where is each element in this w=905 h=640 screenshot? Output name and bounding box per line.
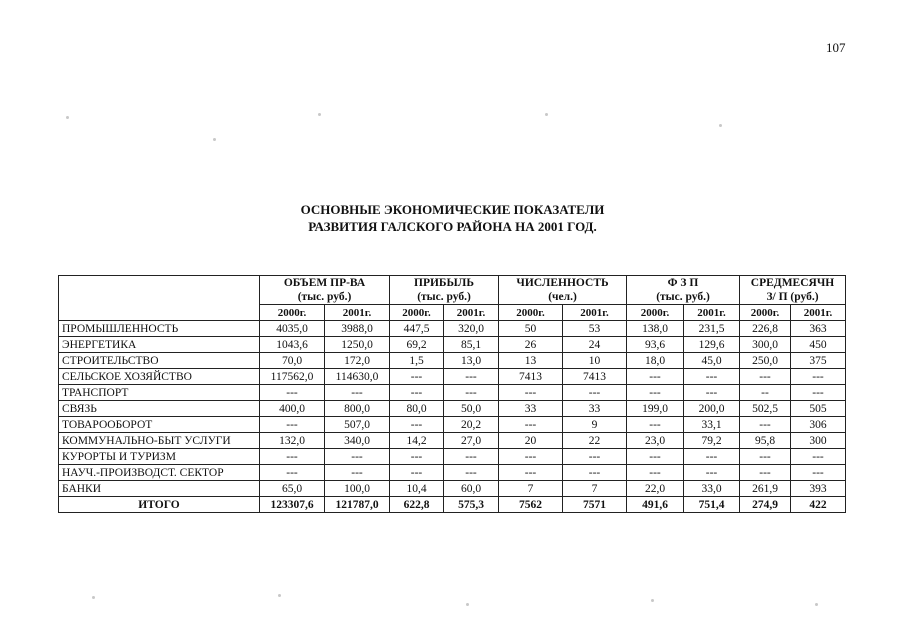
- scan-speck: [815, 603, 818, 606]
- value-cell: 575,3: [444, 497, 499, 513]
- year-header: 2000г.: [627, 305, 684, 321]
- table-row: [59, 321, 846, 337]
- table-row: [59, 369, 846, 385]
- value-cell: 69,2: [390, 337, 444, 353]
- value-cell: 50,0: [444, 401, 499, 417]
- value-cell: 138,0: [627, 321, 684, 337]
- value-cell: 9: [563, 417, 627, 433]
- table-row: [59, 401, 846, 417]
- value-cell: ---: [684, 449, 740, 465]
- value-cell: ---: [684, 385, 740, 401]
- value-cell: ---: [740, 417, 791, 433]
- value-cell: ---: [791, 385, 846, 401]
- value-cell: 95,8: [740, 433, 791, 449]
- row-label: СТРОИТЕЛЬСТВО: [59, 353, 260, 369]
- value-cell: 22: [563, 433, 627, 449]
- row-label: НАУЧ.-ПРОИЗВОДСТ. СЕКТОР: [59, 465, 260, 481]
- value-cell: ---: [260, 385, 325, 401]
- year-header: 2001г.: [684, 305, 740, 321]
- value-cell: ---: [260, 465, 325, 481]
- value-cell: ---: [390, 369, 444, 385]
- value-cell: 45,0: [684, 353, 740, 369]
- value-cell: 800,0: [325, 401, 390, 417]
- value-cell: 13,0: [444, 353, 499, 369]
- indicators-table: [58, 275, 846, 513]
- year-header: 2001г.: [325, 305, 390, 321]
- value-cell: ---: [444, 449, 499, 465]
- scan-speck: [651, 599, 654, 602]
- value-cell: ---: [563, 449, 627, 465]
- value-cell: 172,0: [325, 353, 390, 369]
- year-header: 2001г.: [791, 305, 846, 321]
- value-cell: 199,0: [627, 401, 684, 417]
- year-header: 2000г.: [499, 305, 563, 321]
- value-cell: ---: [499, 465, 563, 481]
- value-cell: 422: [791, 497, 846, 513]
- table-row: [59, 337, 846, 353]
- value-cell: 129,6: [684, 337, 740, 353]
- value-cell: ---: [627, 465, 684, 481]
- value-cell: ---: [627, 385, 684, 401]
- value-cell: 117562,0: [260, 369, 325, 385]
- value-cell: ---: [499, 417, 563, 433]
- value-cell: 123307,6: [260, 497, 325, 513]
- value-cell: ---: [390, 465, 444, 481]
- table-row: [59, 433, 846, 449]
- year-header: 2000г.: [260, 305, 325, 321]
- row-label: ЭНЕРГЕТИКА: [59, 337, 260, 353]
- row-label: ИТОГО: [59, 497, 260, 513]
- value-cell: ---: [390, 449, 444, 465]
- row-label: ПРОМЫШЛЕННОСТЬ: [59, 321, 260, 337]
- value-cell: 7413: [563, 369, 627, 385]
- year-header: 2000г.: [740, 305, 791, 321]
- value-cell: 60,0: [444, 481, 499, 497]
- value-cell: ---: [627, 417, 684, 433]
- table-row: [59, 353, 846, 369]
- value-cell: 507,0: [325, 417, 390, 433]
- row-label: КОММУНАЛЬНО-БЫТ УСЛУГИ: [59, 433, 260, 449]
- value-cell: 375: [791, 353, 846, 369]
- scan-speck: [466, 603, 469, 606]
- value-cell: ---: [499, 449, 563, 465]
- value-cell: 114630,0: [325, 369, 390, 385]
- value-cell: ---: [444, 385, 499, 401]
- value-cell: 1,5: [390, 353, 444, 369]
- table-body: [59, 321, 846, 513]
- value-cell: 121787,0: [325, 497, 390, 513]
- value-cell: 33: [499, 401, 563, 417]
- value-cell: 447,5: [390, 321, 444, 337]
- value-cell: ---: [684, 465, 740, 481]
- corner-cell: [59, 276, 260, 321]
- value-cell: 85,1: [444, 337, 499, 353]
- group-header-profit: ПРИБЫЛЬ (тыс. руб.): [390, 276, 499, 305]
- value-cell: 751,4: [684, 497, 740, 513]
- value-cell: ---: [444, 465, 499, 481]
- value-cell: 20: [499, 433, 563, 449]
- value-cell: ---: [684, 369, 740, 385]
- value-cell: ---: [627, 369, 684, 385]
- value-cell: 13: [499, 353, 563, 369]
- value-cell: 23,0: [627, 433, 684, 449]
- value-cell: 22,0: [627, 481, 684, 497]
- value-cell: 261,9: [740, 481, 791, 497]
- value-cell: ---: [563, 385, 627, 401]
- title-line-2: РАЗВИТИЯ ГАЛСКОГО РАЙОНА НА 2001 ГОД.: [308, 219, 597, 234]
- value-cell: ---: [260, 417, 325, 433]
- value-cell: 70,0: [260, 353, 325, 369]
- value-cell: 80,0: [390, 401, 444, 417]
- row-label: ТРАНСПОРТ: [59, 385, 260, 401]
- value-cell: 14,2: [390, 433, 444, 449]
- value-cell: 53: [563, 321, 627, 337]
- table-row: [59, 449, 846, 465]
- value-cell: ---: [740, 449, 791, 465]
- row-label: БАНКИ: [59, 481, 260, 497]
- value-cell: ---: [563, 465, 627, 481]
- value-cell: 18,0: [627, 353, 684, 369]
- value-cell: 231,5: [684, 321, 740, 337]
- value-cell: 505: [791, 401, 846, 417]
- value-cell: 226,8: [740, 321, 791, 337]
- value-cell: 320,0: [444, 321, 499, 337]
- value-cell: 7571: [563, 497, 627, 513]
- value-cell: 50: [499, 321, 563, 337]
- value-cell: ---: [325, 449, 390, 465]
- row-label: СВЯЗЬ: [59, 401, 260, 417]
- value-cell: 1250,0: [325, 337, 390, 353]
- value-cell: 7: [563, 481, 627, 497]
- value-cell: 93,6: [627, 337, 684, 353]
- value-cell: 200,0: [684, 401, 740, 417]
- value-cell: 33,1: [684, 417, 740, 433]
- group-header-output: ОБЪЕМ ПР-ВА (тыс. руб.): [260, 276, 390, 305]
- value-cell: ---: [791, 369, 846, 385]
- value-cell: 502,5: [740, 401, 791, 417]
- year-header: 2001г.: [444, 305, 499, 321]
- value-cell: ---: [791, 465, 846, 481]
- year-header: 2001г.: [563, 305, 627, 321]
- value-cell: 393: [791, 481, 846, 497]
- scan-speck: [318, 113, 321, 116]
- value-cell: 300,0: [740, 337, 791, 353]
- group-header-headcount: ЧИСЛЕННОСТЬ (чел.): [499, 276, 627, 305]
- value-cell: 400,0: [260, 401, 325, 417]
- table-row: [59, 385, 846, 401]
- value-cell: ---: [260, 449, 325, 465]
- scan-speck: [719, 124, 722, 127]
- value-cell: 10: [563, 353, 627, 369]
- value-cell: 3988,0: [325, 321, 390, 337]
- scan-speck: [92, 596, 95, 599]
- value-cell: 306: [791, 417, 846, 433]
- value-cell: 20,2: [444, 417, 499, 433]
- value-cell: 4035,0: [260, 321, 325, 337]
- value-cell: 27,0: [444, 433, 499, 449]
- value-cell: 7413: [499, 369, 563, 385]
- group-header-wage-fund: Ф З П (тыс. руб.): [627, 276, 740, 305]
- value-cell: ---: [325, 465, 390, 481]
- value-cell: 250,0: [740, 353, 791, 369]
- value-cell: 300: [791, 433, 846, 449]
- scan-speck: [545, 113, 548, 116]
- value-cell: 33,0: [684, 481, 740, 497]
- value-cell: 33: [563, 401, 627, 417]
- value-cell: 340,0: [325, 433, 390, 449]
- value-cell: ---: [499, 385, 563, 401]
- value-cell: ---: [390, 385, 444, 401]
- value-cell: 363: [791, 321, 846, 337]
- value-cell: 622,8: [390, 497, 444, 513]
- year-header: 2000г.: [390, 305, 444, 321]
- value-cell: ---: [740, 369, 791, 385]
- group-header-avg-salary: СРЕДМЕСЯЧН З/ П (руб.): [740, 276, 846, 305]
- page-number: 107: [826, 40, 846, 55]
- value-cell: 132,0: [260, 433, 325, 449]
- value-cell: ---: [740, 465, 791, 481]
- value-cell: 24: [563, 337, 627, 353]
- value-cell: ---: [791, 449, 846, 465]
- value-cell: 10,4: [390, 481, 444, 497]
- value-cell: 1043,6: [260, 337, 325, 353]
- table-row: [59, 481, 846, 497]
- table-row: [59, 465, 846, 481]
- value-cell: ---: [390, 417, 444, 433]
- value-cell: ---: [325, 385, 390, 401]
- row-label: ТОВАРООБОРОТ: [59, 417, 260, 433]
- total-row: [59, 497, 846, 513]
- value-cell: 26: [499, 337, 563, 353]
- scan-speck: [213, 138, 216, 141]
- value-cell: 491,6: [627, 497, 684, 513]
- document-title: [0, 201, 905, 235]
- value-cell: 79,2: [684, 433, 740, 449]
- value-cell: --: [740, 385, 791, 401]
- value-cell: 274,9: [740, 497, 791, 513]
- value-cell: ---: [444, 369, 499, 385]
- scan-speck: [278, 594, 281, 597]
- value-cell: 100,0: [325, 481, 390, 497]
- table-row: [59, 417, 846, 433]
- value-cell: 65,0: [260, 481, 325, 497]
- value-cell: 450: [791, 337, 846, 353]
- row-label: КУРОРТЫ И ТУРИЗМ: [59, 449, 260, 465]
- value-cell: 7: [499, 481, 563, 497]
- row-label: СЕЛЬСКОЕ ХОЗЯЙСТВО: [59, 369, 260, 385]
- scan-speck: [66, 116, 69, 119]
- value-cell: ---: [627, 449, 684, 465]
- title-line-1: ОСНОВНЫЕ ЭКОНОМИЧЕСКИЕ ПОКАЗАТЕЛИ: [300, 202, 605, 217]
- value-cell: 7562: [499, 497, 563, 513]
